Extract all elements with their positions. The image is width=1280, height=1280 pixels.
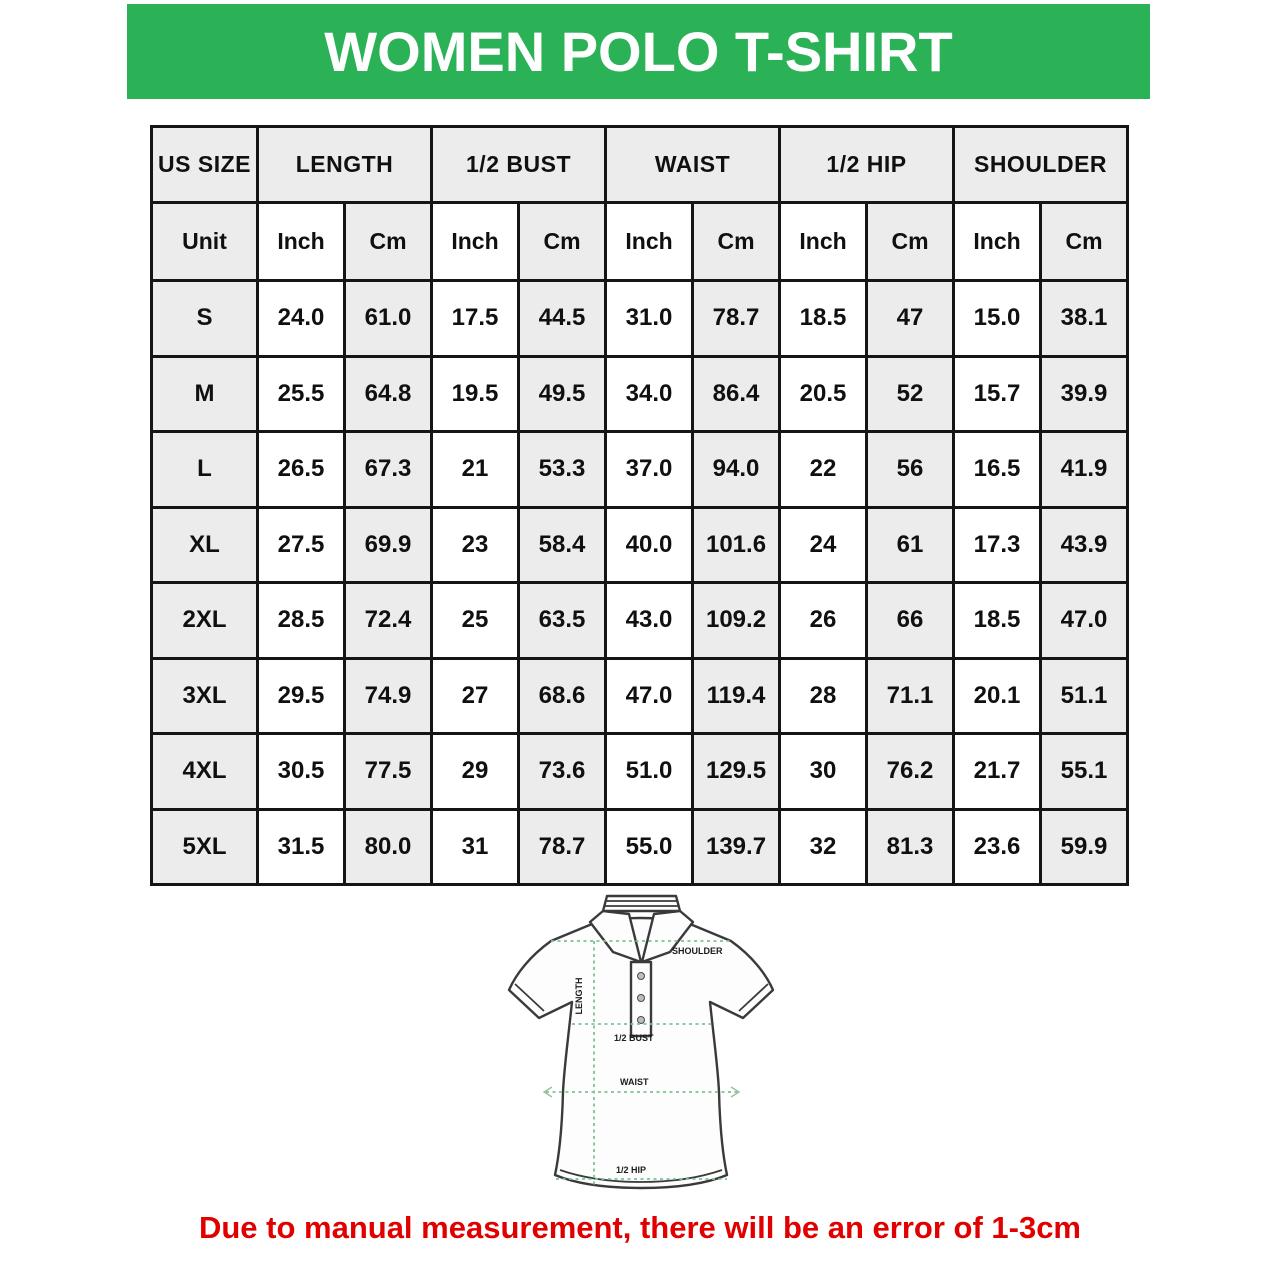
measurement-value: 25.5 xyxy=(258,356,345,432)
diagram-bust-label: 1/2 BUST xyxy=(614,1033,654,1043)
measurement-value: 26.5 xyxy=(258,432,345,508)
measurement-value: 77.5 xyxy=(345,734,432,810)
measurement-value: 18.5 xyxy=(780,281,867,357)
measurement-value: 28.5 xyxy=(258,583,345,659)
unit-header-cell: Inch xyxy=(954,203,1041,281)
measurement-value: 109.2 xyxy=(693,583,780,659)
collar-band xyxy=(603,896,680,911)
measurement-value: 37.0 xyxy=(606,432,693,508)
measurement-value: 51.1 xyxy=(1041,658,1128,734)
size-row-4xl xyxy=(152,734,1128,810)
polo-shirt-illustration xyxy=(494,884,789,1209)
button-icon xyxy=(638,1017,645,1024)
measurement-value: 59.9 xyxy=(1041,809,1128,885)
size-row-l xyxy=(152,432,1128,508)
measurement-value: 27.5 xyxy=(258,507,345,583)
measurement-value: 24 xyxy=(780,507,867,583)
size-label: 2XL xyxy=(152,583,258,659)
button-icon xyxy=(638,995,645,1002)
measurement-value: 73.6 xyxy=(519,734,606,810)
measurement-value: 63.5 xyxy=(519,583,606,659)
measurement-value: 72.4 xyxy=(345,583,432,659)
measurement-value: 22 xyxy=(780,432,867,508)
size-row-2xl xyxy=(152,583,1128,659)
measurement-value: 55.0 xyxy=(606,809,693,885)
unit-header-cell: Cm xyxy=(519,203,606,281)
measurement-value: 67.3 xyxy=(345,432,432,508)
measurement-value: 15.7 xyxy=(954,356,1041,432)
measurement-value: 56 xyxy=(867,432,954,508)
measurement-value: 47 xyxy=(867,281,954,357)
measurement-value: 31.0 xyxy=(606,281,693,357)
diagram-hip-label: 1/2 HIP xyxy=(616,1165,647,1175)
unit-header-cell: Inch xyxy=(432,203,519,281)
measurement-value: 29.5 xyxy=(258,658,345,734)
measurement-value: 25 xyxy=(432,583,519,659)
measurement-value: 52 xyxy=(867,356,954,432)
measurement-value: 119.4 xyxy=(693,658,780,734)
measurement-value: 55.1 xyxy=(1041,734,1128,810)
measurement-value: 17.3 xyxy=(954,507,1041,583)
measurement-value: 19.5 xyxy=(432,356,519,432)
measurement-value: 30.5 xyxy=(258,734,345,810)
measurement-value: 44.5 xyxy=(519,281,606,357)
column-group-1-2-bust: 1/2 BUST xyxy=(432,127,606,203)
measurement-note: Due to manual measurement, there will be an error of 1-3cm xyxy=(198,1210,1082,1245)
measurement-value: 58.4 xyxy=(519,507,606,583)
unit-header-cell: Inch xyxy=(258,203,345,281)
measurement-value: 49.5 xyxy=(519,356,606,432)
column-group-waist: WAIST xyxy=(606,127,780,203)
measurement-value: 21.7 xyxy=(954,734,1041,810)
size-table-head xyxy=(152,127,1128,281)
measurement-value: 43.0 xyxy=(606,583,693,659)
unit-header-cell: Unit xyxy=(152,203,258,281)
polo-shirt-diagram xyxy=(494,884,789,1209)
measurement-value: 30 xyxy=(780,734,867,810)
unit-header-cell: Cm xyxy=(1041,203,1128,281)
measurement-value: 31 xyxy=(432,809,519,885)
measurement-value: 28 xyxy=(780,658,867,734)
measurement-value: 74.9 xyxy=(345,658,432,734)
size-table-body xyxy=(152,281,1128,885)
size-label: L xyxy=(152,432,258,508)
measurement-value: 34.0 xyxy=(606,356,693,432)
size-label: S xyxy=(152,281,258,357)
unit-header-cell: Cm xyxy=(693,203,780,281)
measurement-value: 61.0 xyxy=(345,281,432,357)
unit-header-cell: Cm xyxy=(345,203,432,281)
measurement-value: 101.6 xyxy=(693,507,780,583)
measurement-value: 16.5 xyxy=(954,432,1041,508)
column-group-shoulder: SHOULDER xyxy=(954,127,1128,203)
unit-header-cell: Inch xyxy=(780,203,867,281)
measurement-value: 40.0 xyxy=(606,507,693,583)
measurement-value: 68.6 xyxy=(519,658,606,734)
size-row-m xyxy=(152,356,1128,432)
measurement-value: 21 xyxy=(432,432,519,508)
size-row-s xyxy=(152,281,1128,357)
measurement-value: 15.0 xyxy=(954,281,1041,357)
measurement-value: 31.5 xyxy=(258,809,345,885)
measurement-value: 81.3 xyxy=(867,809,954,885)
measurement-value: 78.7 xyxy=(693,281,780,357)
measurement-value: 53.3 xyxy=(519,432,606,508)
unit-row xyxy=(152,203,1128,281)
measurement-value: 17.5 xyxy=(432,281,519,357)
size-row-5xl xyxy=(152,809,1128,885)
size-label: 4XL xyxy=(152,734,258,810)
measurement-value: 29 xyxy=(432,734,519,810)
measurement-value: 23 xyxy=(432,507,519,583)
unit-header-cell: Cm xyxy=(867,203,954,281)
diagram-shoulder-label: SHOULDER xyxy=(672,946,723,956)
measurement-value: 41.9 xyxy=(1041,432,1128,508)
measurement-value: 20.1 xyxy=(954,658,1041,734)
column-group-1-2-hip: 1/2 HIP xyxy=(780,127,954,203)
measurement-value: 18.5 xyxy=(954,583,1041,659)
measurement-value: 66 xyxy=(867,583,954,659)
measurement-value: 61 xyxy=(867,507,954,583)
diagram-length-label: LENGTH xyxy=(574,977,584,1015)
measurement-value: 94.0 xyxy=(693,432,780,508)
column-group-length: LENGTH xyxy=(258,127,432,203)
column-group-us-size: US SIZE xyxy=(152,127,258,203)
measurement-value: 38.1 xyxy=(1041,281,1128,357)
measurement-value: 27 xyxy=(432,658,519,734)
measurement-value: 71.1 xyxy=(867,658,954,734)
size-label: 3XL xyxy=(152,658,258,734)
measurement-value: 64.8 xyxy=(345,356,432,432)
measurement-value: 43.9 xyxy=(1041,507,1128,583)
size-row-3xl xyxy=(152,658,1128,734)
measurement-value: 76.2 xyxy=(867,734,954,810)
size-label: M xyxy=(152,356,258,432)
measurement-value: 20.5 xyxy=(780,356,867,432)
measurement-value: 86.4 xyxy=(693,356,780,432)
measurement-value: 47.0 xyxy=(606,658,693,734)
diagram-waist-label: WAIST xyxy=(620,1077,649,1087)
measurement-value: 51.0 xyxy=(606,734,693,810)
measurement-value: 129.5 xyxy=(693,734,780,810)
measurement-value: 39.9 xyxy=(1041,356,1128,432)
size-label: 5XL xyxy=(152,809,258,885)
measurement-value: 24.0 xyxy=(258,281,345,357)
title-banner xyxy=(127,4,1150,99)
measurement-value: 23.6 xyxy=(954,809,1041,885)
size-row-xl xyxy=(152,507,1128,583)
measurement-value: 26 xyxy=(780,583,867,659)
measurement-value: 80.0 xyxy=(345,809,432,885)
page-title: WOMEN POLO T-SHIRT xyxy=(324,20,953,83)
measurement-value: 139.7 xyxy=(693,809,780,885)
measurement-value: 78.7 xyxy=(519,809,606,885)
measurement-value: 47.0 xyxy=(1041,583,1128,659)
size-table xyxy=(150,125,1129,886)
measurement-value: 32 xyxy=(780,809,867,885)
measurement-value: 69.9 xyxy=(345,507,432,583)
size-label: XL xyxy=(152,507,258,583)
button-icon xyxy=(638,973,645,980)
column-group-row xyxy=(152,127,1128,203)
unit-header-cell: Inch xyxy=(606,203,693,281)
